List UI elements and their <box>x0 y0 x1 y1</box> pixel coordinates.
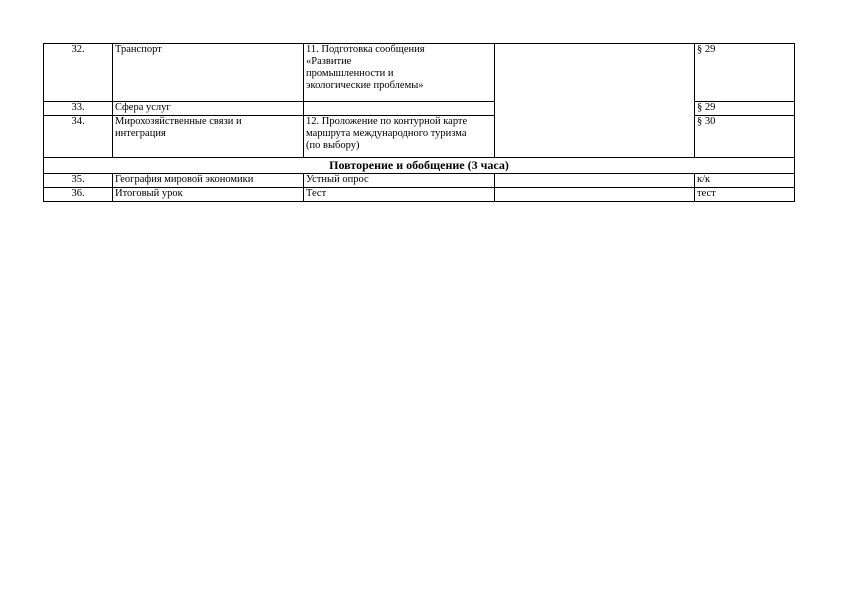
practical-work: 12. Проложение по контурной карте маршрута международного туризма (по выбору) <box>304 116 495 158</box>
lesson-topic: Итоговый урок <box>113 188 304 202</box>
table-row <box>44 188 795 202</box>
section-row <box>44 158 795 174</box>
lesson-plan-table <box>43 43 795 202</box>
lesson-number: 34. <box>44 116 113 158</box>
lesson-topic: Транспорт <box>113 44 304 102</box>
lesson-topic: Мирохозяйственные связи и интеграция <box>113 116 304 158</box>
paragraph-ref: к/к <box>695 174 795 188</box>
lesson-number: 32. <box>44 44 113 102</box>
practical-work: 11. Подготовка сообщения «Развитие промышленности и экологические проблемы» <box>304 44 495 102</box>
paragraph-ref: тест <box>695 188 795 202</box>
lesson-number: 35. <box>44 174 113 188</box>
table-row <box>44 44 795 102</box>
paragraph-ref: § 29 <box>695 102 795 116</box>
lesson-number: 36. <box>44 188 113 202</box>
paragraph-ref: § 30 <box>695 116 795 158</box>
lesson-topic: Сфера услуг <box>113 102 304 116</box>
practical-work: Тест <box>304 188 495 202</box>
table-row <box>44 174 795 188</box>
empty-cell <box>495 174 695 188</box>
practical-work <box>304 102 495 116</box>
section-title: Повторение и обобщение (3 часа) <box>44 158 795 174</box>
lesson-topic: География мировой экономики <box>113 174 304 188</box>
paragraph-ref: § 29 <box>695 44 795 102</box>
empty-cell <box>495 188 695 202</box>
practical-work: Устный опрос <box>304 174 495 188</box>
lesson-number: 33. <box>44 102 113 116</box>
empty-cell <box>495 44 695 158</box>
